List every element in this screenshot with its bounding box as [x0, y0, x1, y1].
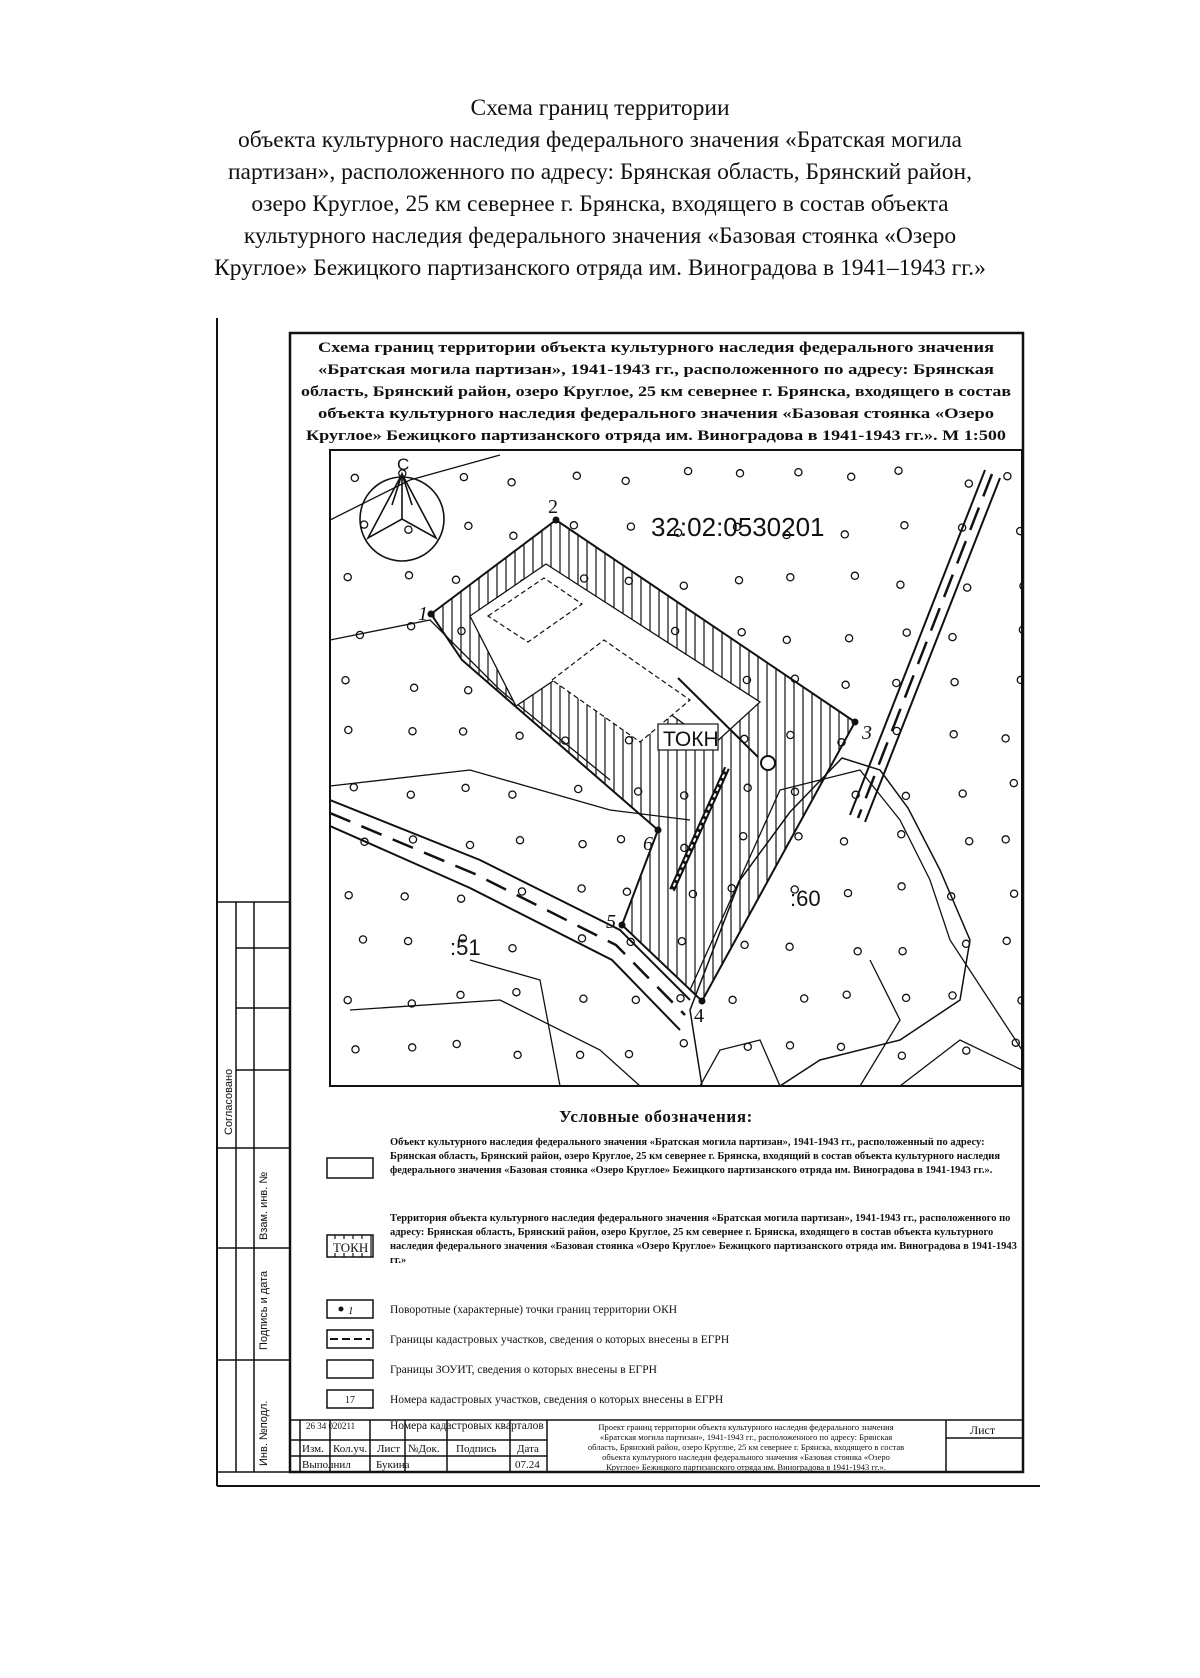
sheet-label: Лист	[970, 1423, 996, 1437]
tb-header: Изм.	[302, 1443, 324, 1455]
legend-symbol: 26 34 020211	[306, 1421, 356, 1431]
header-line: объекта культурного наследия федерального значения «Братская могила	[238, 127, 962, 153]
legend-item-text: Номера кадастровых кварталов	[390, 1420, 544, 1432]
map-title-line: область, Брянский район, озеро Круглое, 25 км севернее г. Брянска, входящего в состав	[301, 384, 1012, 400]
tb-cell: 07.24	[515, 1459, 540, 1471]
point-label: 1	[418, 603, 428, 625]
map-title-line: Круглое» Бежицкого партизанского отряда им. Виноградова в 1941-1943 гг.». М 1:500	[306, 428, 1006, 444]
stamp-signature-date: Подпись и дата	[258, 1270, 270, 1350]
parcel-label: :60	[790, 886, 821, 911]
title-block-headers	[302, 1443, 540, 1471]
tb-desc-line: «Братская могила партизан», 1941-1943 гг., расположенного по адресу: Брянская	[599, 1432, 893, 1442]
tb-header: №Док.	[408, 1443, 440, 1455]
header-line: Схема границ территории	[470, 95, 730, 121]
header-line: партизан», расположенного по адресу: Брянская область, Брянский район,	[227, 159, 972, 185]
tb-header: Подпись	[456, 1443, 497, 1455]
legend-item-text: Поворотные (характерные) точки границ территории ОКН	[390, 1304, 678, 1316]
legend-symbol: 17	[345, 1395, 355, 1406]
map-area	[330, 450, 1027, 1086]
point-label: 6	[643, 833, 653, 855]
legend-item-text: Номера кадастровых участков, сведения о которых внесены в ЕГРН	[390, 1394, 724, 1406]
stamp-inv-number: Инв. №подл.	[258, 1400, 270, 1466]
point-label: 3	[862, 722, 872, 744]
point-label: 2	[548, 496, 558, 518]
cadastral-quarter-label: 32:02:0530201	[651, 512, 825, 542]
tb-header: Лист	[377, 1443, 401, 1455]
legend-symbol: ТОКН	[333, 1240, 369, 1255]
stamp-replace-inv: Взам. инв. №	[258, 1171, 270, 1240]
legend-item-text: Объект культурного наследия федерального значения «Братская могила партизан», 1941-1943 гг., расположенный по адресу: Брянская область, Брянский район, озеро Круглое, 25 км севернее г. Брянска, входящий в состав объекта культурного наследия федерального значения «Базовая стоянка «Озеро Круглое» Бежицкого партизанского отряда им. Виноградова в 1941-1943 гг.».	[390, 1137, 1001, 1176]
map-title-line: объекта культурного наследия федерального значения «Базовая стоянка «Озеро	[318, 406, 994, 422]
okn-territory-label: ТОКН	[663, 728, 719, 751]
tb-cell: Выполнил	[302, 1459, 351, 1471]
parcel-label: :51	[450, 935, 481, 960]
legend-title: Условные обозначения:	[559, 1107, 753, 1126]
header-line: озеро Круглое, 25 км севернее г. Брянска, входящего в состав объекта	[251, 191, 949, 217]
map-title-line: «Братская могила партизан», 1941-1943 гг., расположенного по адресу: Брянская	[318, 362, 995, 378]
title-block-description	[588, 1422, 904, 1472]
tb-header: Кол.уч.	[333, 1443, 368, 1455]
map-title-line: Схема границ территории объекта культурного наследия федерального значения	[318, 340, 995, 356]
tb-desc-line: Круглое» Бежицкого партизанского отряда им. Виноградова в 1941-1943 гг.».	[606, 1462, 886, 1472]
legend	[306, 1107, 1020, 1432]
point-label: 5	[606, 911, 616, 933]
header-line: культурного наследия федерального значения «Базовая стоянка «Озеро	[243, 223, 957, 249]
legend-symbol: 1	[348, 1305, 354, 1317]
stamp-agreed: Согласовано	[223, 1068, 235, 1135]
tb-desc-line: область, Брянский район, озеро Круглое, 25 км севернее г. Брянска, входящего в состав	[587, 1442, 905, 1452]
side-stamp	[217, 902, 290, 1472]
tb-cell: Букина	[376, 1459, 410, 1471]
legend-item-text: Территория объекта культурного наследия федерального значения «Братская могила партизан», 1941-1943 гг., расположенного по адресу: Брянская область, Брянский район, озеро Круглое, 25 км севернее г. Брянска, входящего в состав объекта культурного наследия федерального значения «Базовая стоянка «Озеро Круглое» Бежицкого партизанского отряда им. Виноградова в 1941-1943 гг.»	[390, 1213, 1017, 1266]
north-label: С	[397, 455, 410, 474]
map-title	[301, 340, 1011, 444]
legend-item-text: Границы ЗОУИТ, сведения о которых внесены в ЕГРН	[390, 1364, 657, 1376]
header-line: Круглое» Бежицкого партизанского отряда им. Виноградова в 1941–1943 гг.»	[214, 255, 986, 281]
tb-header: Дата	[517, 1443, 539, 1455]
legend-item-text: Границы кадастровых участков, сведения о которых внесены в ЕГРН	[390, 1334, 730, 1346]
tb-desc-line: объекта культурного наследия федерального значения «Базовая стоянка «Озеро	[602, 1452, 890, 1462]
tb-desc-line: Проект границ территории объекта культурного наследия федерального значения	[598, 1422, 894, 1432]
point-label: 4	[694, 1005, 704, 1027]
